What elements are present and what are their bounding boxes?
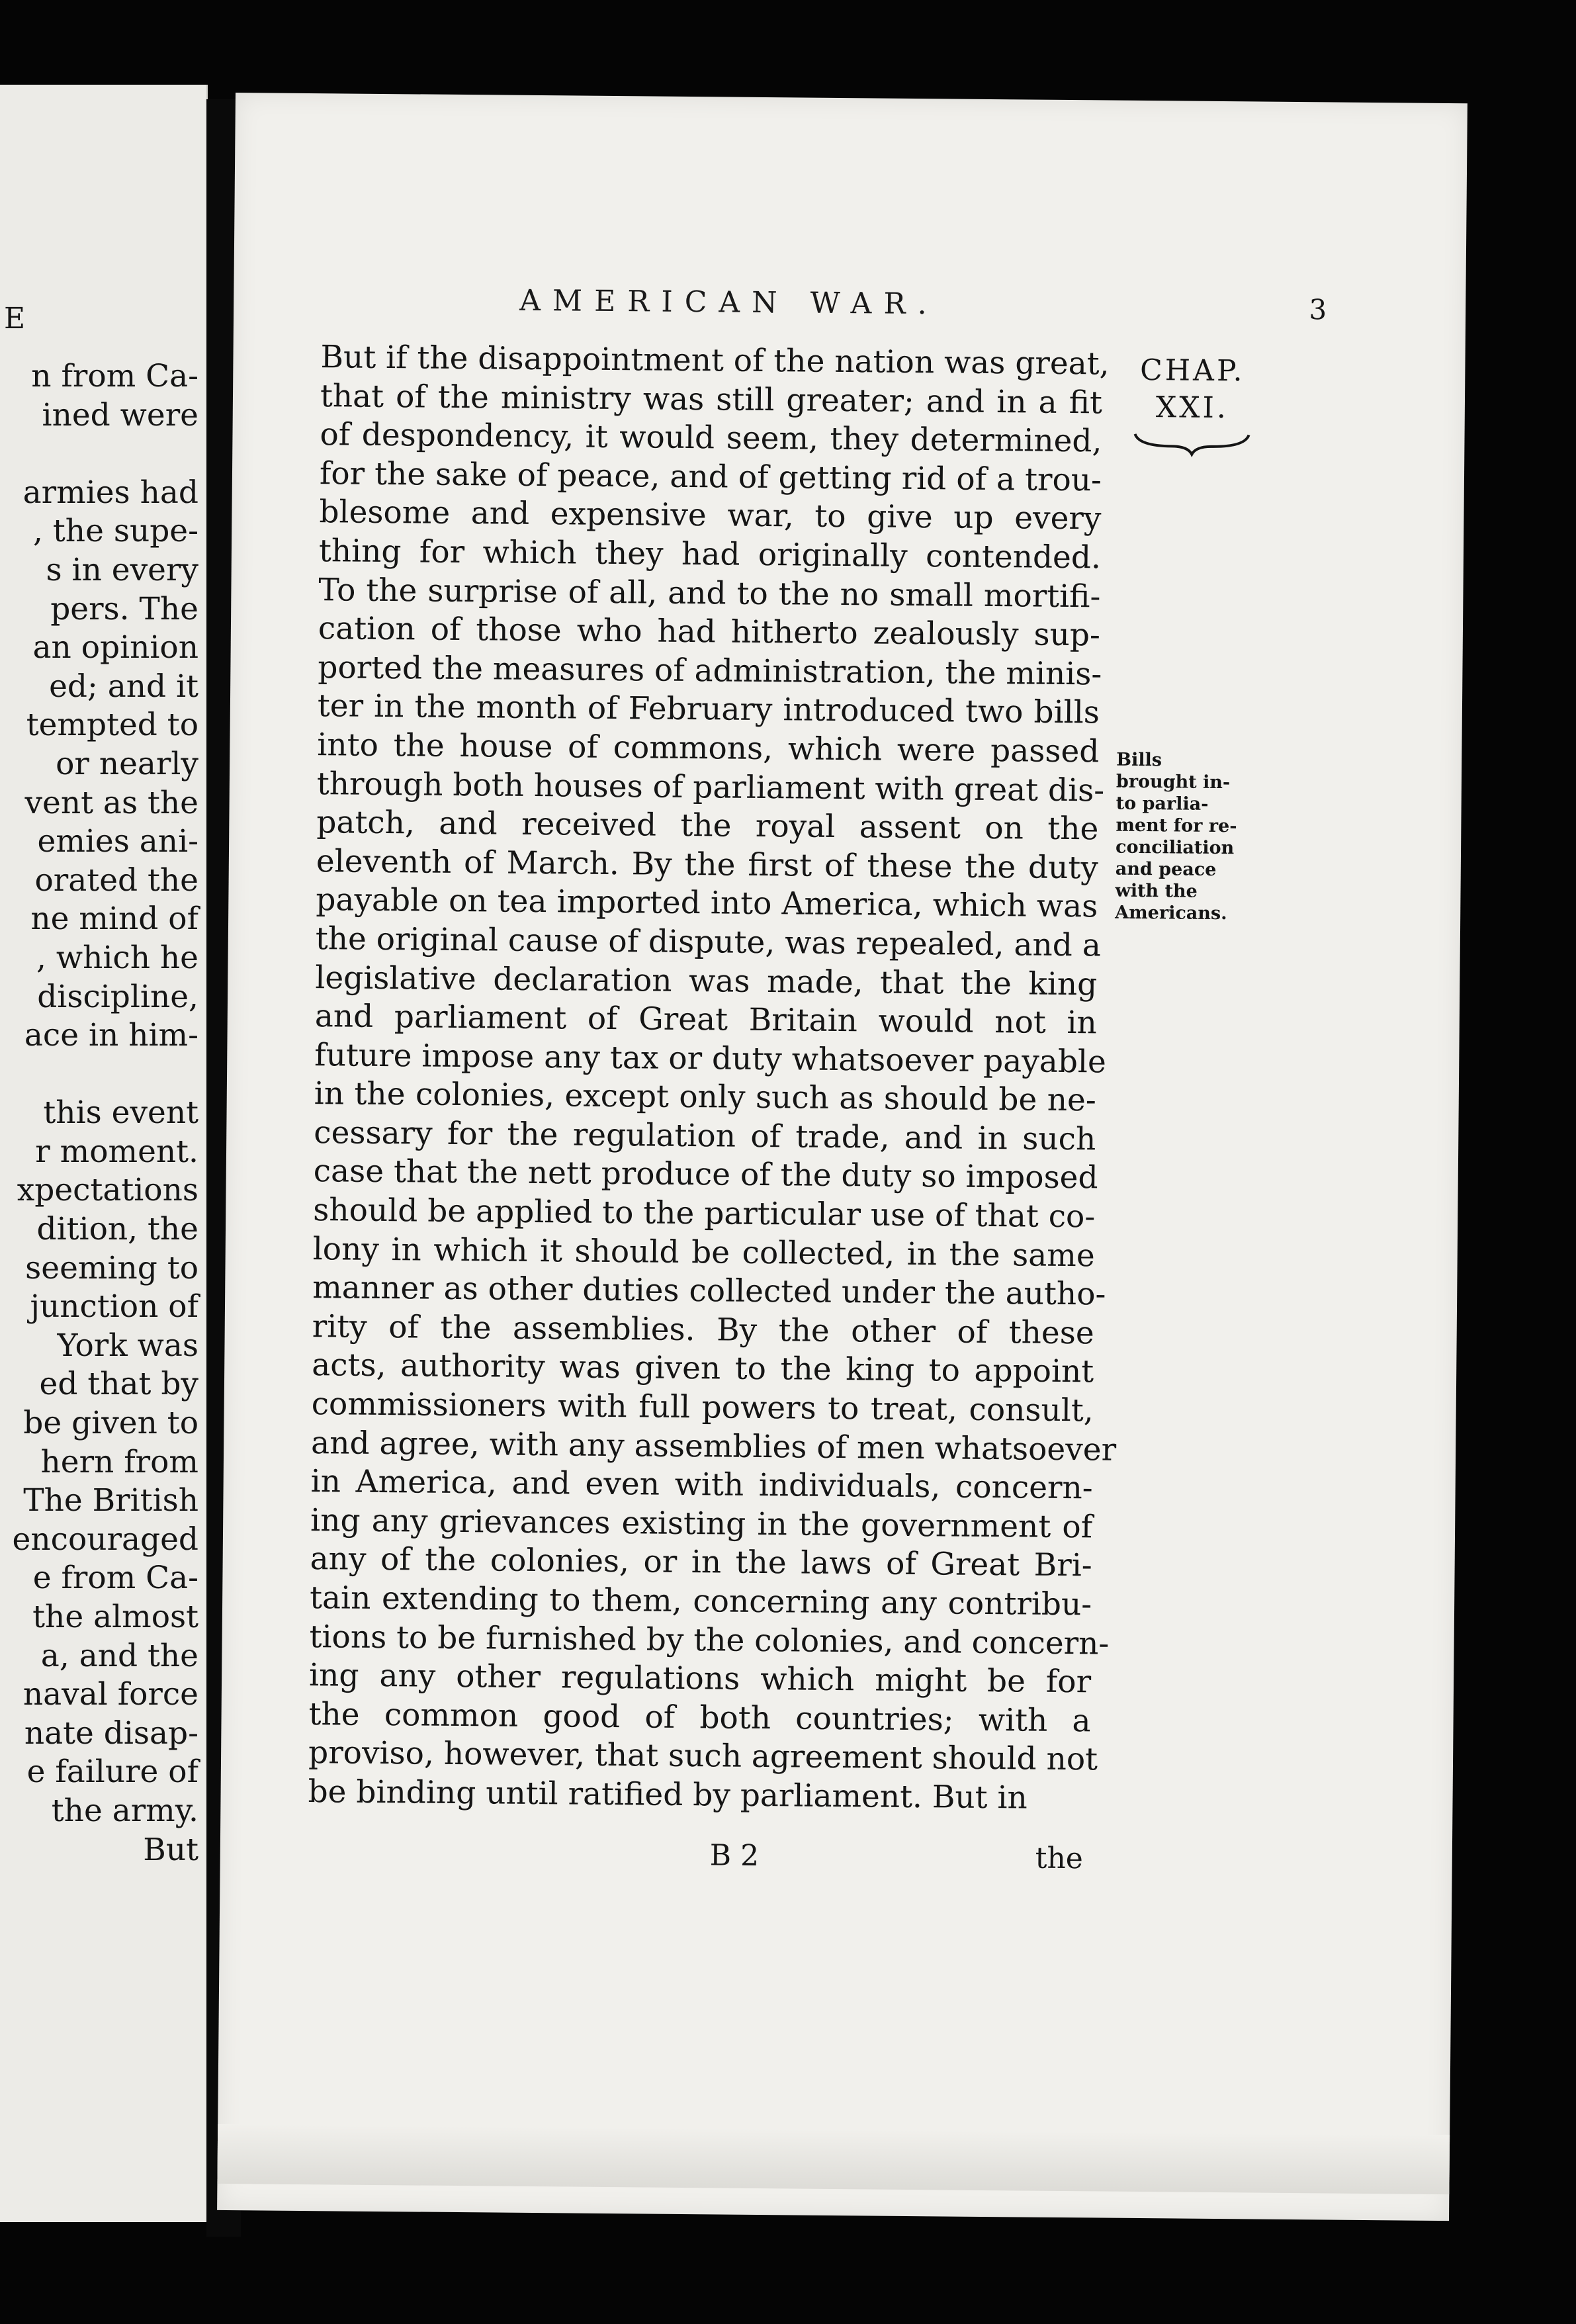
body-text xyxy=(308,338,1117,1818)
signature-mark: B 2 xyxy=(709,1838,760,1873)
left-page-line: dition, the xyxy=(36,1211,198,1248)
body-line: patch, and received the royal assent on the xyxy=(316,804,1099,848)
body-line: legislative declaration was made, that the king xyxy=(315,959,1098,1003)
body-line: into the house of commons, which were passed xyxy=(317,727,1100,770)
margin-note xyxy=(1115,749,1268,925)
left-page-line: be given to xyxy=(23,1405,198,1442)
body-line: and parliament of Great Britain would not in xyxy=(314,998,1098,1042)
line-gap xyxy=(0,435,198,474)
body-line: ter in the month of February introduced two bills xyxy=(317,688,1100,731)
body-line: ing any other regulations which might be for xyxy=(308,1657,1092,1701)
body-line: commissioners with full powers to treat, consult, xyxy=(311,1386,1094,1429)
left-page-line: e from Ca- xyxy=(32,1560,198,1597)
body-line: ported the measures of administration, the minis- xyxy=(318,648,1102,693)
body-line: in the colonies, except only such as should be ne- xyxy=(314,1075,1096,1119)
left-page-line: emies ani- xyxy=(37,823,198,860)
body-line: should be applied to the particular use of that co- xyxy=(313,1192,1096,1235)
right-page xyxy=(217,93,1467,2221)
left-page-line: discipline, xyxy=(37,978,198,1015)
body-line: payable on tea imported into America, which was xyxy=(316,881,1098,925)
body-line: the common good of both countries; with a xyxy=(308,1695,1091,1740)
chapter-number: XXI. xyxy=(1155,390,1229,425)
body-line: for the sake of peace, and of getting rid of a trou- xyxy=(319,455,1102,499)
left-page-line: ed that by xyxy=(39,1366,198,1403)
body-line: in America, and even with individuals, concern- xyxy=(310,1463,1093,1507)
chapter-heading xyxy=(1119,352,1265,458)
page-header xyxy=(234,281,1466,338)
left-page-line: encouraged xyxy=(12,1521,198,1558)
body-line: of despondency, it would seem, they determined, xyxy=(320,416,1102,460)
left-page-line: ace in him- xyxy=(24,1017,198,1054)
body-line: But if the disappointment of the nation was great, xyxy=(320,339,1110,382)
left-page-line: hern from xyxy=(40,1443,198,1480)
left-page-line: nate disap- xyxy=(24,1715,198,1752)
margin-note-line: to parlia- xyxy=(1116,793,1209,815)
left-page-line: York was xyxy=(57,1327,198,1364)
line-gap xyxy=(0,1055,198,1095)
body-line: future impose any tax or duty whatsoever payable xyxy=(314,1036,1107,1081)
chapter-label: CHAP. xyxy=(1139,353,1245,388)
left-page-line: pers. The xyxy=(50,590,198,627)
left-page-line: or nearly xyxy=(56,745,198,782)
body-line: case that the nett produce of the duty so imposed xyxy=(313,1153,1098,1196)
left-page-line: tempted to xyxy=(26,707,198,744)
left-page-line: naval force xyxy=(22,1676,198,1713)
margin-note-line: Bills xyxy=(1116,749,1162,771)
left-page-line: a, and the xyxy=(40,1637,198,1674)
body-line: eleventh of March. By the first of these the duty xyxy=(316,842,1099,887)
body-line: proviso, however, that such agreement should not xyxy=(308,1734,1098,1778)
margin-note-line: Americans. xyxy=(1115,902,1227,924)
body-line: thing for which they had originally contended. xyxy=(318,533,1102,576)
margin-note-line: ment for re- xyxy=(1116,815,1237,837)
left-page-line: this event xyxy=(43,1095,198,1132)
body-line: and agree, with any assemblies of men whatsoever xyxy=(310,1424,1117,1468)
left-page-line: orated the xyxy=(34,862,198,899)
body-line: any of the colonies, or in the laws of Great Bri- xyxy=(310,1541,1092,1584)
left-header-fragment: E xyxy=(4,302,26,335)
left-page-line: armies had xyxy=(22,474,198,511)
left-page-line: ined were xyxy=(42,396,198,433)
body-line: cessary for the regulation of trade, and in such xyxy=(314,1114,1096,1158)
left-page-line: junction of xyxy=(30,1288,198,1325)
left-page-line: e failure of xyxy=(26,1754,198,1791)
left-page-line: , the supe- xyxy=(33,513,198,550)
left-page-line: an opinion xyxy=(32,629,198,666)
body-line: acts, authority was given to the king to appoint xyxy=(311,1347,1094,1390)
body-line: tions to be furnished by the colonies, and concern- xyxy=(309,1618,1110,1662)
body-line: tain extending to them, concerning any contribu- xyxy=(309,1580,1092,1623)
running-head: AMERICAN WAR. xyxy=(519,283,939,322)
left-page-line: vent as the xyxy=(24,784,198,821)
left-page-line: n from Ca- xyxy=(31,358,198,394)
margin-note-line: with the xyxy=(1115,880,1198,902)
left-page xyxy=(0,85,208,2222)
left-page-line: the almost xyxy=(32,1599,198,1635)
margin-note-line: and peace xyxy=(1115,858,1217,880)
body-line: ing any grievances existing in the government of xyxy=(310,1501,1093,1546)
left-page-line: xpectations xyxy=(17,1172,198,1209)
brace-ornament-icon xyxy=(1132,430,1251,458)
left-page-line: s in every xyxy=(46,551,198,588)
body-line: be binding until ratified by parliament. But in xyxy=(308,1773,1028,1816)
left-page-line: the army. xyxy=(51,1792,198,1829)
left-page-line: ne mind of xyxy=(30,901,198,938)
body-line: cation of those who had hitherto zealously sup- xyxy=(318,610,1101,654)
body-line: To the surprise of all, and to the no small mortifi- xyxy=(318,571,1101,615)
catchword: the xyxy=(1035,1841,1084,1876)
margin-note-line: conciliation xyxy=(1115,836,1235,859)
margin-note-line: brought in- xyxy=(1116,771,1231,793)
left-page-line: , which he xyxy=(36,939,198,976)
left-page-text xyxy=(0,357,198,1869)
page-number: 3 xyxy=(1309,293,1327,326)
body-line: the original cause of dispute, was repealed, and a xyxy=(315,920,1102,964)
left-page-line: ed; and it xyxy=(49,668,198,705)
left-page-line: But xyxy=(143,1831,198,1868)
body-line: lony in which it should be collected, in the same xyxy=(312,1230,1095,1274)
body-line: through both houses of parliament with great dis- xyxy=(316,765,1105,809)
left-page-line: The British xyxy=(23,1482,198,1519)
body-line: manner as other duties collected under the autho- xyxy=(312,1269,1106,1313)
left-page-line: seeming to xyxy=(25,1249,198,1286)
body-line: rity of the assemblies. By the other of these xyxy=(312,1308,1094,1352)
left-page-line: r moment. xyxy=(35,1133,198,1170)
body-line: blesome and expensive war, to give up every xyxy=(319,494,1102,537)
body-line: that of the ministry was still greater; and in a fit xyxy=(320,377,1103,422)
